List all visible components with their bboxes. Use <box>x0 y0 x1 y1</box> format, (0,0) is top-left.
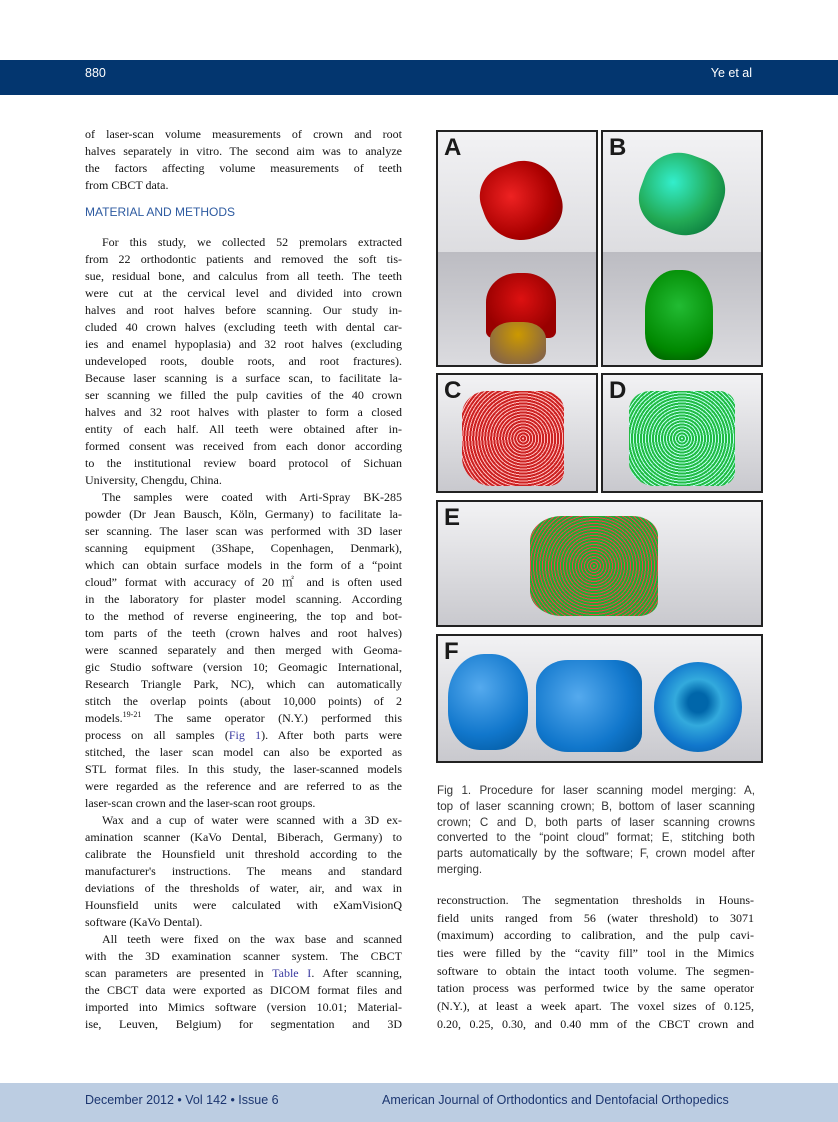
merged-model-front <box>536 660 642 752</box>
figure-caption <box>437 783 755 878</box>
cross-reference-link[interactable]: Fig 1 <box>228 728 262 742</box>
paragraph <box>85 489 402 812</box>
tooth-crown-top-red <box>471 151 571 251</box>
text-segment: models. <box>85 711 123 725</box>
text-line <box>85 727 402 744</box>
point-cloud-red <box>462 391 564 486</box>
left-column-body <box>85 234 402 1033</box>
text-line: Because laser scanning is a surface scan, to facilitate la- <box>85 371 402 385</box>
text-line: were scanned separately and then merged with Geoma- <box>85 643 402 657</box>
running-footer <box>0 1083 838 1122</box>
figure-panel-e <box>436 500 763 627</box>
text-line: to the method of reverse engineering, the top and bot- <box>85 609 402 623</box>
text-line: cluded 40 crown halves (excluding teeth with dental car- <box>85 320 402 334</box>
text-line: tom parts of the teeth (crown halves and root halves) <box>85 626 402 640</box>
paragraph <box>85 931 402 1033</box>
text-line: from 22 orthodontic patients and removed the soft tis- <box>85 252 402 266</box>
text-line: For this study, we collected 52 premolars extracted <box>102 235 402 249</box>
text-line: software to obtain the intact tooth volume. The segmen- <box>437 963 754 978</box>
cross-reference-link[interactable]: Table I <box>272 966 312 980</box>
text-line: (maximum) according to calibration, and the pulp cavi- <box>437 928 754 943</box>
text-line: STL format files. In this study, the laser-scanned models <box>85 762 402 776</box>
text-line: ies and enamel hypoplasia) and 32 root halves (excluding <box>85 337 402 351</box>
text-line: the factors affecting volume measurements of teeth <box>85 161 402 175</box>
merged-model-top <box>654 662 742 752</box>
text-segment: scan parameters are presented in <box>85 966 273 980</box>
text-line: sue, residual bone, and calculus from all teeth. The teeth <box>85 269 402 283</box>
text-line: which can obtain surface models in the form of a “point <box>85 558 402 572</box>
text-line: deviations of the thresholds of water, air, and wax in <box>85 881 402 895</box>
text-line: calibrate the Hounsfield unit threshold according to the <box>85 847 402 861</box>
text-line: stitched, the laser scan model can also be exported as <box>85 745 402 759</box>
paragraph <box>85 234 402 489</box>
text-line: (N.Y.), at least a week apart. The voxel sizes of 0.125, <box>437 999 754 1014</box>
text-line: the CBCT data were exported as DICOM format files and <box>85 983 402 997</box>
citation-superscript: 19-21 <box>122 710 142 719</box>
text-line: Wax and a cup of water were scanned with a 3D ex- <box>102 813 402 827</box>
text-line: cloud” format with accuracy of 20 ㎡ and is often used <box>85 575 402 589</box>
text-line: merging. <box>437 862 483 876</box>
paragraph <box>85 812 402 931</box>
panel-label-b: B <box>609 134 627 161</box>
text-line: amination scanner (KaVo Dental, Biberach, Germany) to <box>85 830 402 844</box>
panel-label-a: A <box>444 134 462 161</box>
text-line: halves separately in vitro. The second aim was to analyze <box>85 144 402 158</box>
text-segment: The same operator (N.Y.) performed this <box>141 711 402 725</box>
text-line: reconstruction. The segmentation thresholds in Houns- <box>437 893 754 907</box>
text-line: with the 3D examination scanner system. The CBCT <box>85 949 402 963</box>
section-heading: MATERIAL AND METHODS <box>85 205 236 219</box>
text-segment: ). After both parts were <box>261 728 402 742</box>
text-line: from CBCT data. <box>85 178 169 192</box>
issue-info: December 2012 • Vol 142 • Issue 6 <box>85 1093 279 1107</box>
text-line: scanning equipment (3Shape, Copenhagen, Denmark), <box>85 541 402 555</box>
figure-panel-c <box>436 373 598 493</box>
text-line: 0.20, 0.25, 0.30, and 0.40 mm of the CBCT crown and <box>437 1016 754 1031</box>
tooth-base-gold <box>490 322 546 364</box>
text-line: of laser-scan volume measurements of crown and root <box>85 127 402 141</box>
text-segment: process on all samples ( <box>85 728 229 742</box>
text-line: undeveloped roots, double roots, and root fractures). <box>85 354 402 368</box>
text-line: powder (Dr Jean Bausch, Köln, Germany) to facilitate la- <box>85 507 402 521</box>
text-line: parts automatically by the software; F, crown model after <box>437 847 755 861</box>
text-line: to the institutional review board protocol of Sichuan <box>85 456 402 470</box>
text-segment: . After scanning, <box>311 966 402 980</box>
text-line: manufacturer's instructions. The means and standard <box>85 864 402 878</box>
tooth-crown-bottom-green <box>630 142 734 245</box>
text-line: laser-scan crown and the laser-scan root groups. <box>85 796 316 810</box>
text-line: software (KaVo Dental). <box>85 915 203 929</box>
figure-panel-f <box>436 634 763 763</box>
text-line: converted to the “point cloud” format; E, stitching both <box>437 831 755 845</box>
text-line: in the laboratory for plaster model scanning. According <box>85 592 402 606</box>
text-line: ise, Leuven, Belgium) for segmentation and 3D <box>85 1017 402 1031</box>
merged-model-side <box>448 654 528 750</box>
text-line: tation process was performed twice by the same operator <box>437 981 754 996</box>
text-line: entity of each half. All teeth were obtained after in- <box>85 422 402 436</box>
figure-panel-b <box>601 130 763 367</box>
text-line: field units ranged from 56 (water threshold) to 3071 <box>437 910 754 925</box>
panel-label-d: D <box>609 377 627 404</box>
text-line: Fig 1. Procedure for laser scanning model merging: A, <box>437 784 755 797</box>
running-header <box>0 60 838 95</box>
text-line: crown; C and D, both parts of laser scanning crowns <box>437 815 755 829</box>
text-line: ser scanning we filled the pulp cavities of the 40 crown <box>85 388 402 402</box>
text-line: halves and 32 root halves with plaster to form a closed <box>85 405 402 419</box>
text-line: gic Studio software (version 10; Geomagic International, <box>85 660 402 674</box>
text-line: ties were filled by the “cavity fill” tool in the Mimics <box>437 946 754 961</box>
panel-label-c: C <box>444 377 462 404</box>
point-cloud-green <box>629 391 735 486</box>
text-line <box>85 965 402 982</box>
stitched-point-cloud <box>530 516 658 616</box>
text-line: imported into Mimics software (version 10.01; Material- <box>85 1000 402 1014</box>
tooth-crown-side-green <box>645 270 713 360</box>
text-line: Research Triangle Park, NC), which can automatically <box>85 677 402 691</box>
text-line: Hounsfield units were calculated with eXamVisionQ <box>85 898 402 912</box>
figure-panel-a <box>436 130 598 367</box>
text-line: formed consent was received from each donor according <box>85 439 402 453</box>
running-authors: Ye et al <box>710 66 752 80</box>
text-line: The samples were coated with Arti-Spray BK-285 <box>102 490 402 504</box>
intro-paragraph <box>85 126 402 194</box>
panel-label-f: F <box>444 638 459 665</box>
text-line: University, Chengdu, China. <box>85 473 222 487</box>
text-line: were regarded as the reference and are referred to as the <box>85 779 402 793</box>
panel-label-e: E <box>444 504 461 531</box>
text-line: All teeth were fixed on the wax base and scanned <box>102 932 402 946</box>
text-line <box>85 710 402 727</box>
text-line: top of laser scanning crown; B, bottom of laser scanning <box>437 799 755 813</box>
text-line: were cut at the cervical level and divided into crown <box>85 286 402 300</box>
text-line: halves and root halves before scanning. Our study in- <box>85 303 402 317</box>
text-line: ser scanning. The laser scan was performed with 3D laser <box>85 524 402 538</box>
figure-panel-d <box>601 373 763 493</box>
page-number: 880 <box>85 66 106 80</box>
text-line: stitch the overlap points (about 10,000 points) of 2 <box>85 694 402 708</box>
right-column-body <box>437 892 754 1034</box>
journal-name: American Journal of Orthodontics and Dentofacial Orthopedics <box>382 1093 729 1107</box>
